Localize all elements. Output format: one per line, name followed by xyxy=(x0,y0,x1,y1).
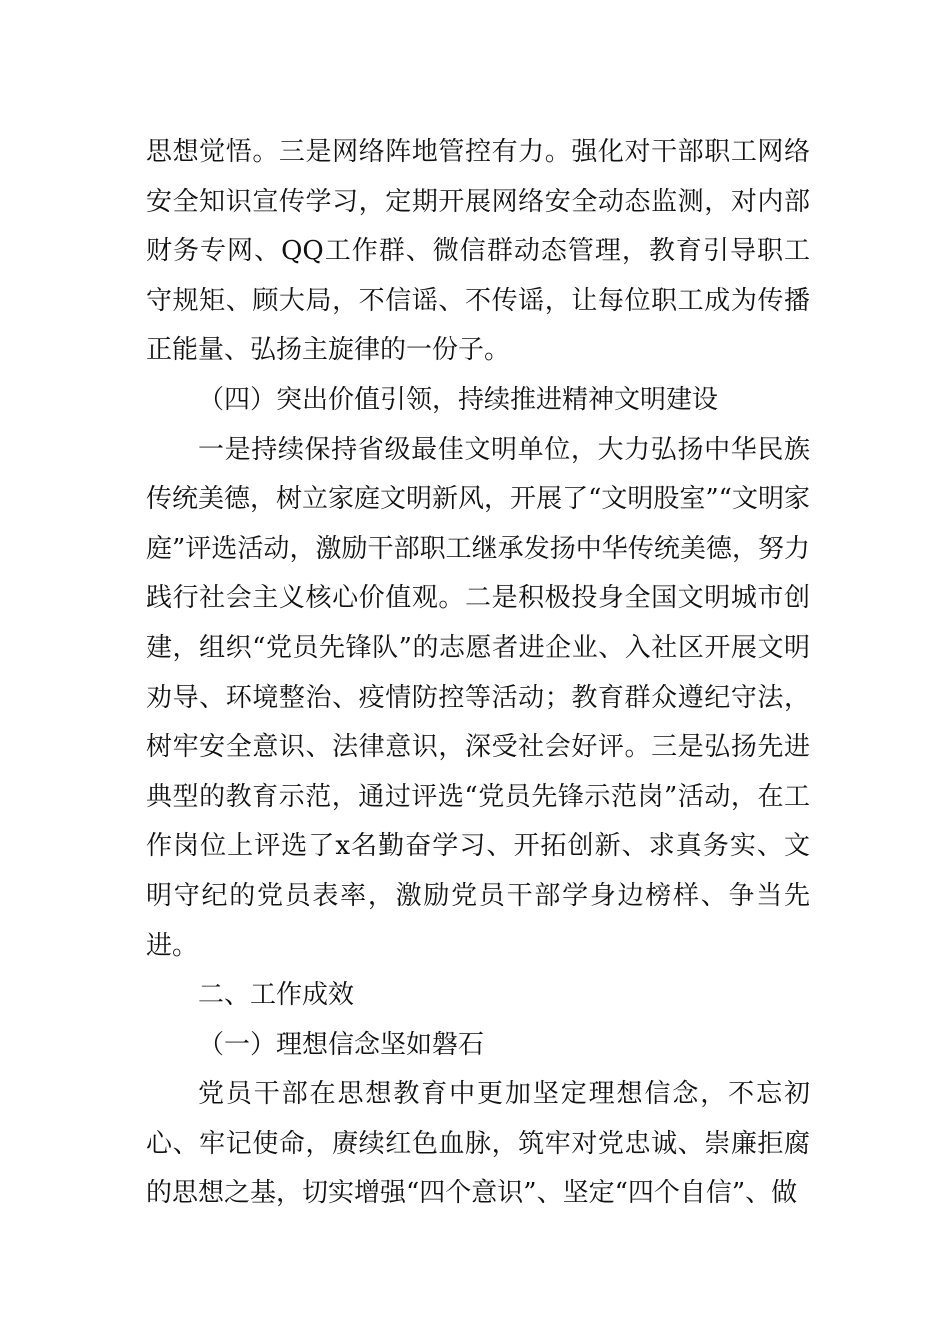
section-heading-spiritual-civilization: （四）突出价值引领，持续推进精神文明建设 xyxy=(198,384,719,415)
subsection-heading-ideals: （一）理想信念坚如磐石 xyxy=(198,1029,485,1060)
section-heading-work-results: 二、工作成效 xyxy=(198,980,355,1011)
document-body xyxy=(146,128,810,1219)
paragraph-ideals-belief: 党员干部在思想教育中更加坚定理想信念，不忘初心、牢记使命，赓续红色血脉，筑牢对党忠诚、崇廉拒腐的思想之基，切实增强“四个意识”、坚定“四个自信”、做 xyxy=(146,1079,810,1209)
paragraph-network-control: 思想觉悟。三是网络阵地管控有力。强化对干部职工网络安全知识宣传学习，定期开展网络安全动态监测，对内部财务专网、QQ工作群、微信群动态管理，教育引导职工守规矩、顾大局，不信谣、不传谣，让每位职工成为传播正能量、弘扬主旋律的一份子。 xyxy=(146,137,810,366)
paragraph-civilization-activities: 一是持续保持省级最佳文明单位，大力弘扬中华民族传统美德，树立家庭文明新风，开展了“文明股室”“文明家庭”评选活动，激励干部职工继承发扬中华传统美德，努力践行社会主义核心价值观。二是积极投身全国文明城市创建，组织“党员先锋队”的志愿者进企业、入社区开展文明劝导、环境整治、疫情防控等活动；教育群众遵纪守法，树牢安全意识、法律意识，深受社会好评。三是弘扬先进典型的教育示范，通过评选“党员先锋示范岗”活动，在工作岗位上评选了x名勤奋学习、开拓创新、求真务实、文明守纪的党员表率，激励党员干部学身边榜样、争当先进。 xyxy=(146,434,810,961)
